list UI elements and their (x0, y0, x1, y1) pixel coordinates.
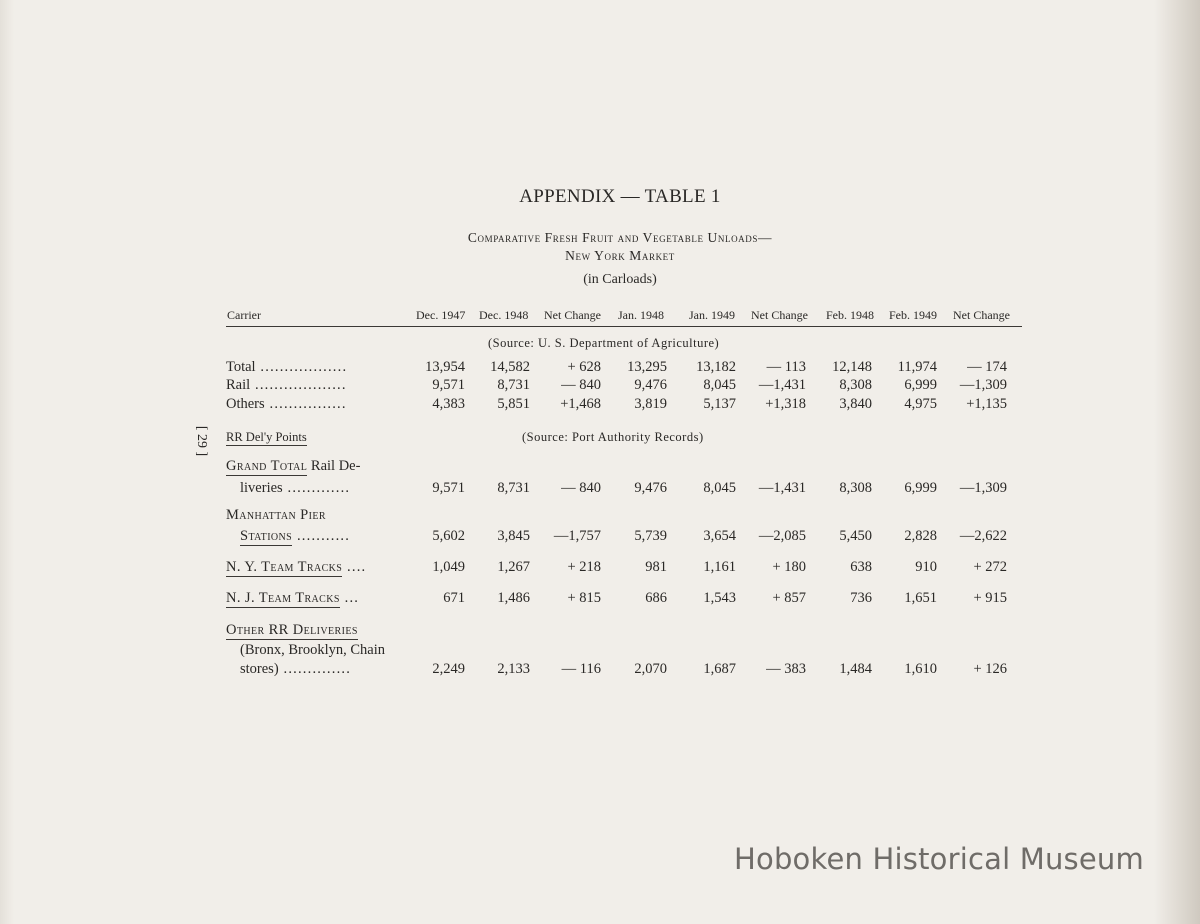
table-cell: 4,383 (432, 396, 465, 412)
table-cell: 8,731 (497, 480, 530, 496)
table-cell: 4,975 (904, 396, 937, 412)
row-label-rail: Rail ................... (226, 377, 347, 393)
header-net-change-feb: Net Change (953, 308, 1010, 322)
table-cell: — 116 (561, 661, 601, 677)
table-cell: 1,651 (904, 590, 937, 606)
table-cell: —1,431 (758, 377, 806, 393)
table-cell: — 174 (967, 359, 1007, 375)
table-cell: + 126 (973, 661, 1007, 677)
table-cell: 5,851 (497, 396, 530, 412)
table-cell: 5,137 (703, 396, 736, 412)
table-cell: —1,309 (959, 480, 1007, 496)
row-label-total: Total .................. (226, 359, 348, 375)
page-title: APPENDIX — TABLE 1 (519, 186, 721, 207)
table-cell: 9,476 (634, 480, 667, 496)
table-cell: 2,070 (634, 661, 667, 677)
table-cell: 8,045 (703, 480, 736, 496)
table-cell: 9,571 (432, 377, 465, 393)
header-jan-1949: Jan. 1949 (689, 308, 735, 322)
table-cell: 9,476 (634, 377, 667, 393)
row-label-grand-total-line1: Grand Total Rail De- (226, 458, 361, 474)
table-cell: 13,182 (696, 359, 736, 375)
table-cell: 3,654 (703, 528, 736, 544)
header-dec-1948: Dec. 1948 (479, 308, 529, 322)
table-cell: +1,318 (765, 396, 806, 412)
row-label-other-rr-line1: Other RR Deliveries (226, 622, 358, 638)
table-cell: 1,486 (497, 590, 530, 606)
table-cell: 8,308 (839, 377, 872, 393)
page-fold-shadow (1154, 0, 1200, 924)
row-label-other-rr-line2: (Bronx, Brooklyn, Chain (240, 642, 385, 658)
row-label-manhattan-pier-line1: Manhattan Pier (226, 507, 326, 523)
row-label-manhattan-pier-line2: Stations ........... (240, 528, 351, 544)
table-cell: 2,249 (432, 661, 465, 677)
table-cell: 638 (850, 559, 872, 575)
header-net-change-jan: Net Change (751, 308, 808, 322)
table-cell: 8,731 (497, 377, 530, 393)
section-label-rr-dely-points: RR Del'y Points (226, 430, 307, 444)
source-usda: (Source: U. S. Department of Agriculture) (488, 336, 720, 350)
row-label-others: Others ................ (226, 396, 347, 412)
table-units: (in Carloads) (583, 272, 657, 287)
header-feb-1949: Feb. 1949 (889, 308, 937, 322)
table-cell: 5,602 (432, 528, 465, 544)
table-cell: 5,450 (839, 528, 872, 544)
table-cell: 3,840 (839, 396, 872, 412)
table-cell: 1,610 (904, 661, 937, 677)
table-cell: 981 (645, 559, 667, 575)
table-cell: —1,431 (758, 480, 806, 496)
table-cell: +1,135 (966, 396, 1007, 412)
table-cell: 9,571 (432, 480, 465, 496)
table-cell: — 840 (561, 377, 601, 393)
table-cell: 1,161 (703, 559, 736, 575)
table-cell: + 915 (973, 590, 1007, 606)
table-cell: 13,954 (425, 359, 465, 375)
header-rule (226, 326, 1022, 327)
table-cell: 11,974 (897, 359, 937, 375)
table-cell: 686 (645, 590, 667, 606)
table-cell: 910 (915, 559, 937, 575)
table-cell: + 218 (567, 559, 601, 575)
table-cell: 8,045 (703, 377, 736, 393)
row-label-nj-team-tracks: N. J. Team Tracks ... (226, 590, 360, 606)
table-cell: 12,148 (832, 359, 872, 375)
table-cell: 2,828 (904, 528, 937, 544)
table-cell: + 815 (567, 590, 601, 606)
table-cell: 14,582 (490, 359, 530, 375)
header-carrier: Carrier (227, 308, 261, 322)
table-cell: 1,484 (839, 661, 872, 677)
table-cell: 3,819 (634, 396, 667, 412)
table-cell: + 180 (772, 559, 806, 575)
page-number: [ 29 ] (194, 425, 209, 457)
header-dec-1947: Dec. 1947 (416, 308, 466, 322)
table-cell: 1,267 (497, 559, 530, 575)
table-cell: —2,085 (758, 528, 806, 544)
table-cell: — 383 (766, 661, 806, 677)
table-cell: 6,999 (904, 377, 937, 393)
table-cell: 1,543 (703, 590, 736, 606)
header-jan-1948: Jan. 1948 (618, 308, 664, 322)
table-subtitle-line2: New York Market (565, 248, 675, 263)
page-left-edge (0, 0, 14, 924)
museum-watermark: Hoboken Historical Museum (734, 842, 1144, 876)
source-port-authority: (Source: Port Authority Records) (522, 430, 704, 444)
table-cell: +1,468 (560, 396, 601, 412)
header-net-change-dec: Net Change (544, 308, 601, 322)
table-cell: 8,308 (839, 480, 872, 496)
row-label-other-rr-line3: stores) .............. (240, 661, 352, 677)
table-cell: 1,687 (703, 661, 736, 677)
table-cell: —2,622 (959, 528, 1007, 544)
table-cell: + 272 (973, 559, 1007, 575)
table-cell: + 857 (772, 590, 806, 606)
table-cell: 1,049 (432, 559, 465, 575)
table-subtitle-line1: Comparative Fresh Fruit and Vegetable Unloads— (467, 230, 773, 245)
table-cell: — 113 (766, 359, 806, 375)
table-cell: — 840 (561, 480, 601, 496)
table-cell: + 628 (567, 359, 601, 375)
table-cell: 13,295 (627, 359, 667, 375)
table-cell: 5,739 (634, 528, 667, 544)
table-cell: 671 (443, 590, 465, 606)
row-label-ny-team-tracks: N. Y. Team Tracks .... (226, 559, 367, 575)
table-cell: 2,133 (497, 661, 530, 677)
table-cell: 3,845 (497, 528, 530, 544)
table-cell: 6,999 (904, 480, 937, 496)
table-cell: 736 (850, 590, 872, 606)
table-cell: —1,757 (553, 528, 601, 544)
table-cell: —1,309 (959, 377, 1007, 393)
header-feb-1948: Feb. 1948 (826, 308, 874, 322)
row-label-grand-total-line2: liveries ............. (240, 480, 351, 496)
